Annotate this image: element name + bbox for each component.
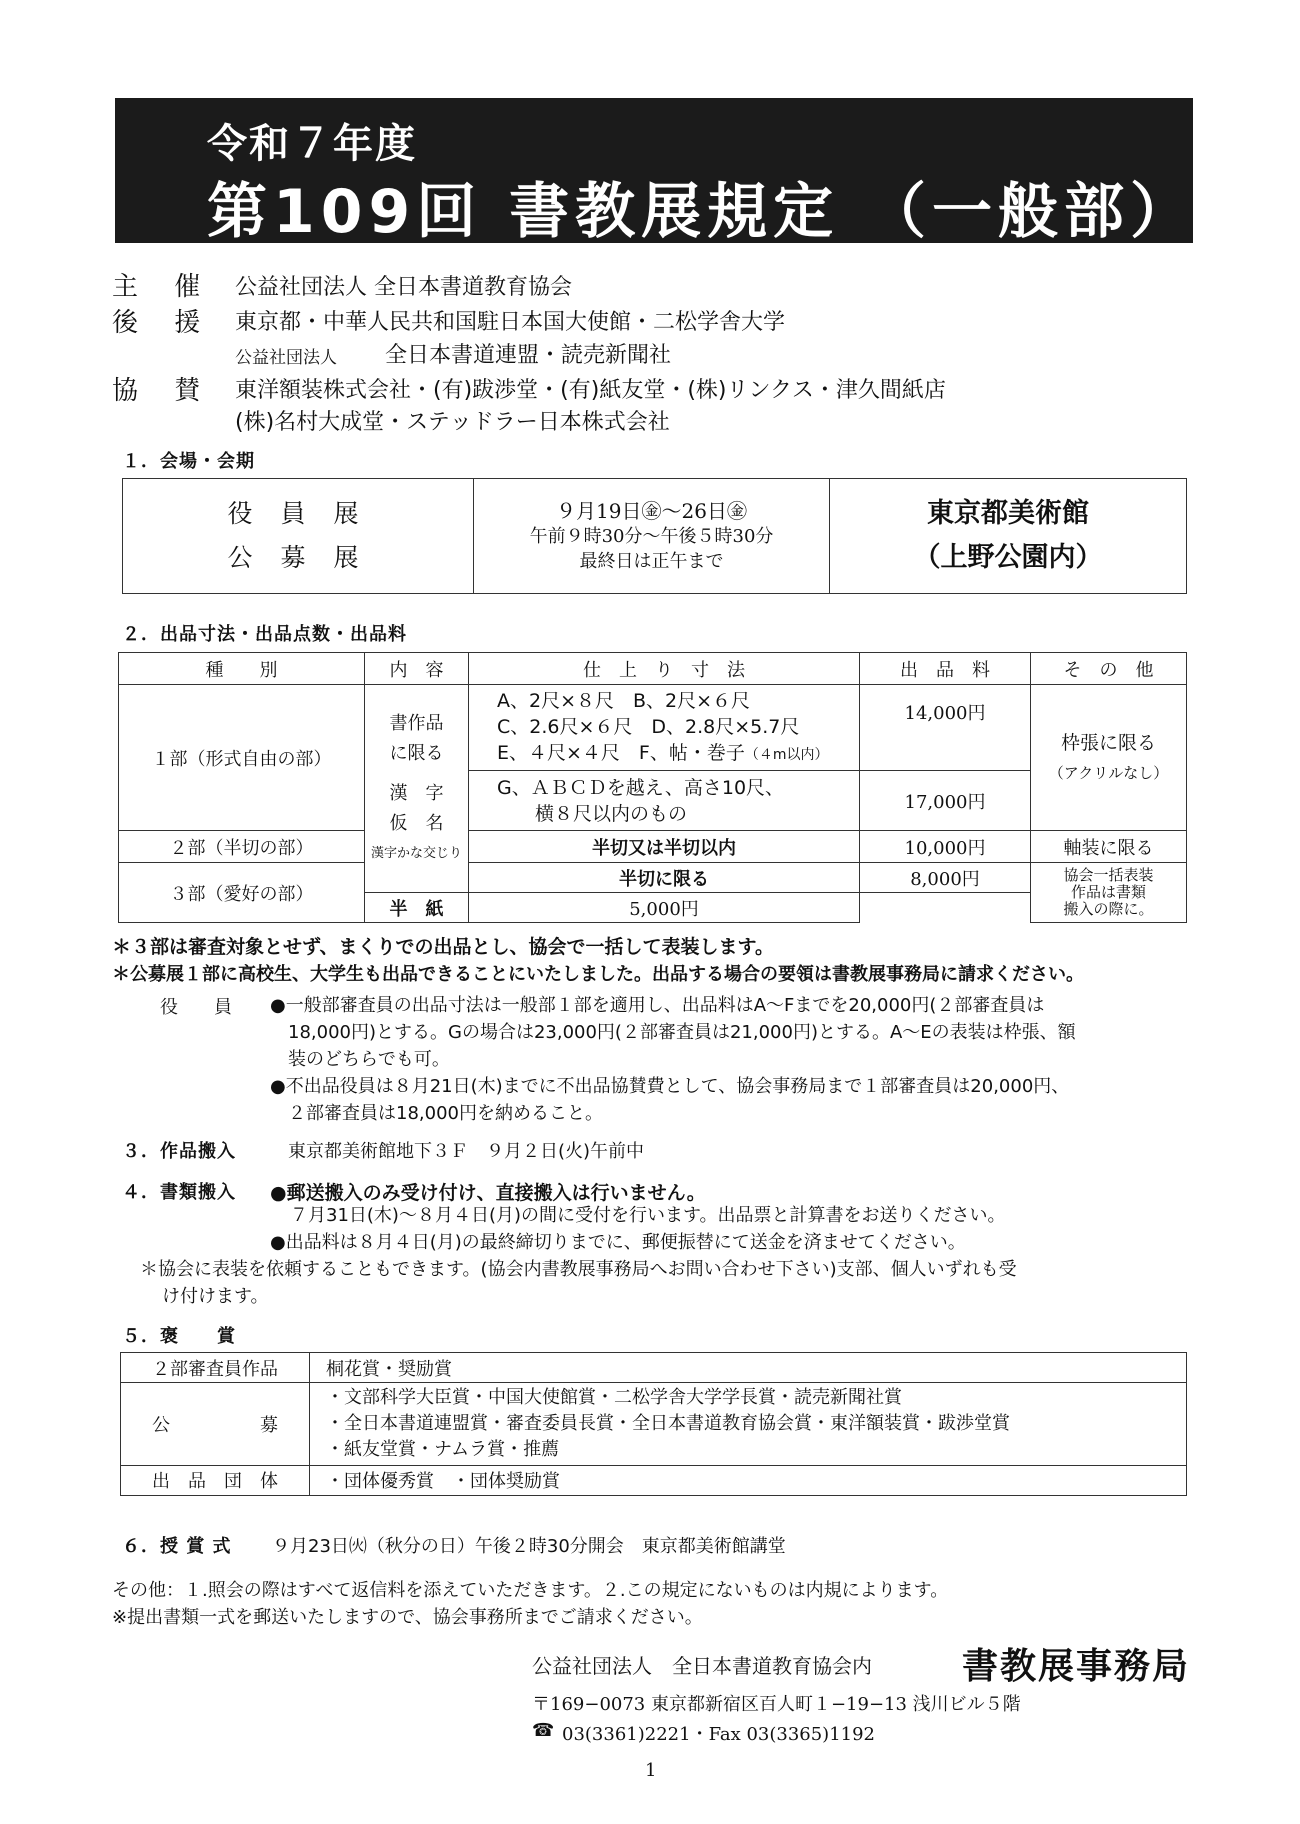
fee-deadline: ●出品料は８月４日(月)の最終締切りまでに、郵便振替にて送金を済ませてください。 <box>270 1232 966 1253</box>
title-banner <box>115 98 1197 247</box>
fee-large: 17,000円 <box>860 771 1031 831</box>
award-public-label: 公 募 <box>121 1383 310 1466</box>
content-kanji: 漢 字 <box>389 782 444 804</box>
award-group-label: 出 品 団 体 <box>121 1465 310 1495</box>
footer-phone: 03(3361)2221・Fax 03(3365)1192 <box>562 1724 876 1745</box>
support-line-1: 東京都・中華人民共和国駐日本国大使館・二松学舎大学 <box>235 310 786 335</box>
exhibit-last-day: 最終日は正午まで <box>579 550 724 572</box>
section-4-title: ４．書類搬入 <box>122 1182 236 1203</box>
award-public-2: ・全日本書道連盟賞・審査委員長賞・全日本書道教育協会賞・東洋額装賞・跋渉堂賞 <box>326 1412 1010 1434</box>
size-g-2: 横８尺以内のもの <box>535 802 688 825</box>
mounting-note-2: け付けます。 <box>162 1286 269 1307</box>
title-year: 令和７年度 <box>207 121 417 167</box>
size-ef <box>497 740 859 768</box>
other-bulk-3: 搬入の際に。 <box>1063 900 1154 918</box>
fee-hanshi: 5,000円 <box>469 893 860 923</box>
award-public-3: ・紙友堂賞・ナムラ賞・推薦 <box>326 1438 560 1460</box>
footer-address: 〒169−0073 東京都新宿区百人町１−19−13 浅川ビル５階 <box>532 1694 1021 1715</box>
size-large <box>469 771 860 831</box>
other-bulk-2: 作品は書類 <box>1070 883 1146 901</box>
officer-1c: 装のどちらでも可。 <box>288 1049 450 1070</box>
header-category: 種 別 <box>119 653 365 685</box>
mail-only-note: ●郵送搬入のみ受け付け、直接搬入は行いません。 <box>270 1182 706 1204</box>
exhibit-public: 公 募 展 <box>227 543 369 572</box>
delivery-text: 東京都美術館地下３Ｆ ９月２日(火)午前中 <box>288 1141 645 1162</box>
award-judges-label: ２部審査員作品 <box>121 1353 310 1383</box>
support-line-2: 全日本書道連盟・読売新聞社 <box>385 343 672 368</box>
content-text-2: に限る <box>389 742 444 764</box>
size-g-1: G、ＡＢＣＤを越え、高さ10尺、 <box>497 776 785 799</box>
support-label: 後 援 <box>112 308 215 338</box>
coop-line-1: 東洋額装株式会社・(有)跋渉堂・(有)紙友堂・(株)リンクス・津久間紙店 <box>235 378 946 403</box>
award-public-1: ・文部科学大臣賞・中国大使館賞・二松学舎大学学長賞・読売新聞社賞 <box>326 1386 902 1408</box>
other-scroll: 軸装に限る <box>1031 831 1187 863</box>
coop-line-2: (株)名村大成堂・ステッドラー日本株式会社 <box>235 410 670 435</box>
other-note-2: ※提出書類一式を郵送いたしますので、協会事務所までご請求ください。 <box>112 1607 703 1628</box>
exhibit-names <box>123 479 474 594</box>
size-hansetsu: 半切又は半切以内 <box>469 831 860 863</box>
section-2-title: ２．出品寸法・出品点数・出品料 <box>122 624 407 645</box>
venue-table <box>122 478 1187 594</box>
document-period: ７月31日(木)〜８月４日(月)の間に受付を行います。出品票と計算書をお送りください。 <box>290 1205 1006 1226</box>
section-6-title: ６．授 賞 式 <box>122 1536 232 1557</box>
awards-table <box>120 1352 1187 1496</box>
section-3-title: ３．作品搬入 <box>122 1141 236 1162</box>
officer-2b: ２部審査員は18,000円を納めること。 <box>288 1103 603 1124</box>
entry-table <box>118 652 1187 923</box>
other-bulk <box>1031 863 1187 923</box>
officer-1a: ●一般部審査員の出品寸法は一般部１部を適用し、出品料はA〜Fまでを20,000円(２部審査員は <box>270 995 1045 1016</box>
award-public-list <box>310 1383 1187 1466</box>
fee-hansetsu-only: 8,000円 <box>860 863 1031 893</box>
footer-office: 書教展事務局 <box>962 1646 1191 1687</box>
other-frame-text: 枠張に限る <box>1060 731 1156 754</box>
header-size: 仕 上 り 寸 法 <box>469 653 860 685</box>
fee-standard: 14,000円 <box>860 685 1031 771</box>
coop-label: 協 賛 <box>112 376 215 406</box>
other-frame-note: （アクリルなし） <box>1048 763 1169 782</box>
mounting-note-1: ＊協会に表装を依頼することもできます。(協会内書教展事務局へお問い合わせ下さい)支部、個人いずれも受 <box>140 1259 1017 1280</box>
page-number: 1 <box>645 1760 657 1781</box>
fee-hansetsu: 10,000円 <box>860 831 1031 863</box>
size-cd: C、2.6尺×６尺 D、2.8尺×5.7尺 <box>497 715 800 738</box>
other-note-1: その他：１.照会の際はすべて返信料を添えていただきます。２.この規定にないものは内規によります。 <box>112 1580 949 1601</box>
size-ef-text: E、４尺×４尺 F、帖・巻子 <box>497 741 745 764</box>
size-ef-note: （４m以内） <box>744 746 829 763</box>
other-frame <box>1031 685 1187 831</box>
other-bulk-1: 協会一括表装 <box>1063 866 1154 884</box>
section-1-title: １．会場・会期 <box>122 451 255 472</box>
officer-label: 役 員 <box>160 997 232 1018</box>
section-5-title: ５．褒 賞 <box>122 1326 236 1347</box>
footer-org: 公益社団法人 全日本書道教育協会内 <box>532 1654 872 1678</box>
exhibit-officers: 役 員 展 <box>227 499 369 528</box>
venue-note: （上野公園内） <box>913 542 1103 573</box>
content-text-1: 書作品 <box>389 712 444 734</box>
award-group-value: ・団体優秀賞 ・団体奨励賞 <box>310 1465 1187 1495</box>
note-1: ＊３部は審査対象とせず、まくりでの出品とし、協会で一括して表装します。 <box>112 936 774 958</box>
content-kana: 仮 名 <box>389 812 444 834</box>
size-ab: A、2尺×８尺 B、2尺×６尺 <box>497 689 751 712</box>
phone-icon: ☎ <box>532 1720 555 1741</box>
award-judges-value: 桐花賞・奨励賞 <box>310 1353 1187 1383</box>
venue-cell <box>830 479 1187 594</box>
content-mixed: 漢字かな交じり <box>370 845 462 861</box>
officer-2a: ●不出品役員は８月21日(木)までに不出品協賛費として、協会事務局まで１部審査員は20,000円、 <box>270 1076 1070 1097</box>
support-org-type: 公益社団法人 <box>235 348 337 368</box>
category-2: ２部（半切の部） <box>119 831 365 863</box>
page-title: 第109回 書教展規定 （一般部） <box>207 177 1197 247</box>
exhibit-dates: ９月19日㊎〜26日㊎ <box>556 498 747 523</box>
header-fee: 出 品 料 <box>860 653 1031 685</box>
venue-name: 東京都美術館 <box>927 498 1089 529</box>
header-content: 内 容 <box>365 653 469 685</box>
header-other: そ の 他 <box>1031 653 1187 685</box>
category-3: ３部（愛好の部） <box>119 863 365 923</box>
officer-rules <box>270 992 1195 1127</box>
host-label: 主 催 <box>112 272 215 302</box>
ceremony-text: ９月23日㈫（秋分の日）午後２時30分開会 東京都美術館講堂 <box>272 1536 786 1557</box>
content-cell <box>365 685 469 893</box>
size-hanshi: 半 紙 <box>365 893 469 923</box>
host-name: 公益社団法人 全日本書道教育協会 <box>235 275 572 300</box>
size-standard <box>469 685 860 771</box>
exhibit-period <box>474 479 830 594</box>
size-hansetsu-only: 半切に限る <box>469 863 860 893</box>
note-2: ＊公募展１部に高校生、大学生も出品できることにいたしました。出品する場合の要領は書教展事務局に請求ください。 <box>112 964 1084 985</box>
exhibit-hours: 午前９時30分〜午後５時30分 <box>529 525 774 547</box>
category-1: １部（形式自由の部） <box>119 685 365 831</box>
officer-1b: 18,000円)とする。Gの場合は23,000円(２部審査員は21,000円)とする。A〜Eの表装は枠張、額 <box>288 1022 1076 1043</box>
